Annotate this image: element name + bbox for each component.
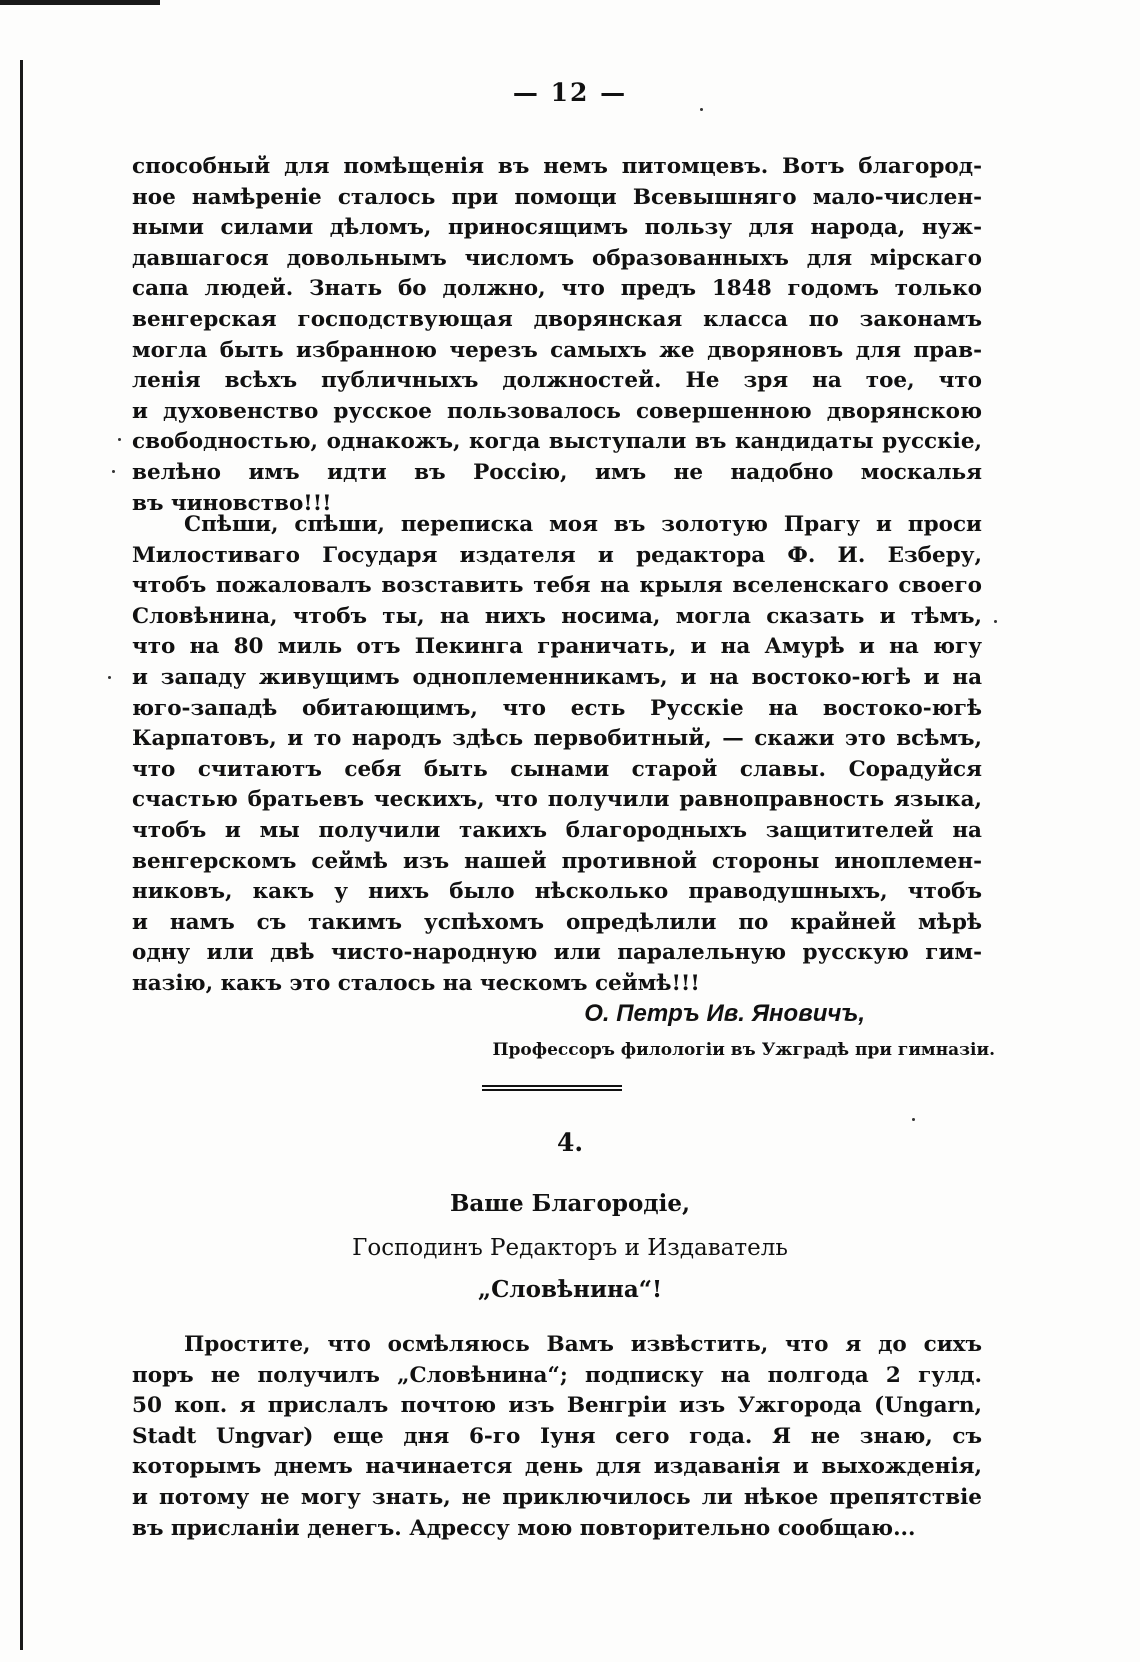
text-line: Простите, что осмѣляюсь Вамъ извѣстить, что я до сихъ	[184, 1332, 982, 1357]
text-line: поръ не получилъ „Словѣнина“; подписку на полгода 2 гулд.	[132, 1362, 982, 1388]
text-line: давшагося довольнымъ числомъ образованныхъ для мірскаго	[132, 245, 982, 271]
paragraph-1	[132, 152, 982, 519]
text-line: венгерскомъ сеймѣ изъ нашей противной стороны иноплемен-	[132, 848, 982, 874]
signature-title: Профессоръ филологіи въ Ужградѣ при гимназіи.	[492, 1040, 995, 1060]
section-divider	[482, 1085, 622, 1091]
text-line: и потому не могу знать, не приключилось ли нѣкое препятствіе	[132, 1484, 982, 1510]
section-number: 4.	[556, 1128, 584, 1157]
paragraph-3	[132, 1330, 982, 1544]
signature-name: О. Петръ Ив. Яновичъ,	[584, 1000, 865, 1027]
text-line: Словѣнина, чтобъ ты, на нихъ носима, могла сказать и тѣмъ,	[132, 603, 982, 629]
text-line: и западу живущимъ одноплеменникамъ, и на востоко-югѣ и на	[132, 664, 982, 690]
text-line: Милостиваго Государя издателя и редактора Ф. И. Езберу,	[132, 542, 982, 568]
text-line: одну или двѣ чисто-народную или паралельную русскую гим-	[132, 940, 982, 966]
text-line: юго-западѣ обитающимъ, что есть Русскіе на востоко-югѣ	[132, 695, 982, 721]
text-line: свободностью, однакожъ, когда выступали въ кандидаты русскіе,	[132, 429, 982, 455]
text-line: ное намѣреніе сталось при помощи Всевышняго мало-числен-	[132, 184, 982, 210]
print-speck	[700, 108, 703, 111]
text-line: Stadt Ungvar) еще дня 6-го Іуня сего года. Я не знаю, съ	[132, 1423, 982, 1449]
salutation-line-2: Господинъ Редакторъ и Издаватель	[352, 1235, 788, 1261]
text-line: въ чиновство!!!	[132, 490, 332, 516]
text-line: велѣно имъ идти въ Россію, имъ не надобно москалья	[132, 459, 982, 485]
text-line: сапа людей. Знать бо должно, что предъ 1848 годомъ только	[132, 276, 982, 302]
print-speck	[912, 1118, 915, 1121]
text-line: могла быть избранною черезъ самыхъ же дворяновъ для прав-	[132, 337, 982, 363]
text-line: 50 коп. я прислалъ почтою изъ Венгріи изъ Ужгорода (Ungarn,	[132, 1393, 982, 1419]
text-line: способный для помѣщенія въ немъ питомцевъ. Вотъ благород-	[132, 154, 982, 179]
text-line: которымъ днемъ начинается день для издаванія и выхожденія,	[132, 1454, 982, 1480]
text-line: счастью братьевъ ческихъ, что получили равноправность языка,	[132, 787, 982, 813]
print-speck	[112, 470, 115, 473]
text-line: Спѣши, спѣши, переписка моя въ золотую Прагу и проси	[184, 512, 982, 537]
text-line: что на 80 миль отъ Пекинга граничать, и на Амурѣ и на югу	[132, 634, 982, 660]
paragraph-2	[132, 510, 982, 1000]
text-line: чтобъ пожаловалъ возставить тебя на крыля вселенскаго своего	[132, 573, 982, 599]
text-line: и намъ съ такимъ успѣхомъ опредѣлили по крайней мѣрѣ	[132, 909, 982, 935]
text-line: никовъ, какъ у нихъ было нѣсколько праводушныхъ, чтобъ	[132, 879, 982, 905]
text-line: Карпатовъ, и то народъ здѣсь первобитный, — скажи это всѣмъ,	[132, 726, 982, 752]
salutation-line-1: Ваше Благородіе,	[449, 1190, 691, 1217]
text-line: чтобъ и мы получили такихъ благородныхъ защитителей на	[132, 817, 982, 843]
salutation-line-3: „Словѣнина“!	[477, 1276, 663, 1303]
print-speck	[994, 620, 997, 623]
binding-edge-rule	[20, 60, 23, 1650]
text-line: что считаютъ себя быть сынами старой славы. Сорадуйся	[132, 756, 982, 782]
text-line: и духовенство русское пользовалось совершенною дворянскою	[132, 398, 982, 424]
print-speck	[108, 676, 111, 679]
page-number: — 12 —	[512, 78, 628, 107]
page-edge-mark	[0, 0, 160, 5]
text-line: назію, какъ это сталось на ческомъ сеймѣ!!!	[132, 970, 700, 996]
print-speck	[118, 438, 121, 441]
text-line: венгерская господствующая дворянская класса по законамъ	[132, 306, 982, 332]
text-line: ными силами дѣломъ, приносящимъ пользу для народа, нуж-	[132, 215, 982, 241]
text-line: ленія всѣхъ публичныхъ должностей. Не зря на тое, что	[132, 368, 982, 394]
text-line: въ присланіи денегъ. Адрессу мою повторительно сообщаю...	[132, 1515, 916, 1541]
